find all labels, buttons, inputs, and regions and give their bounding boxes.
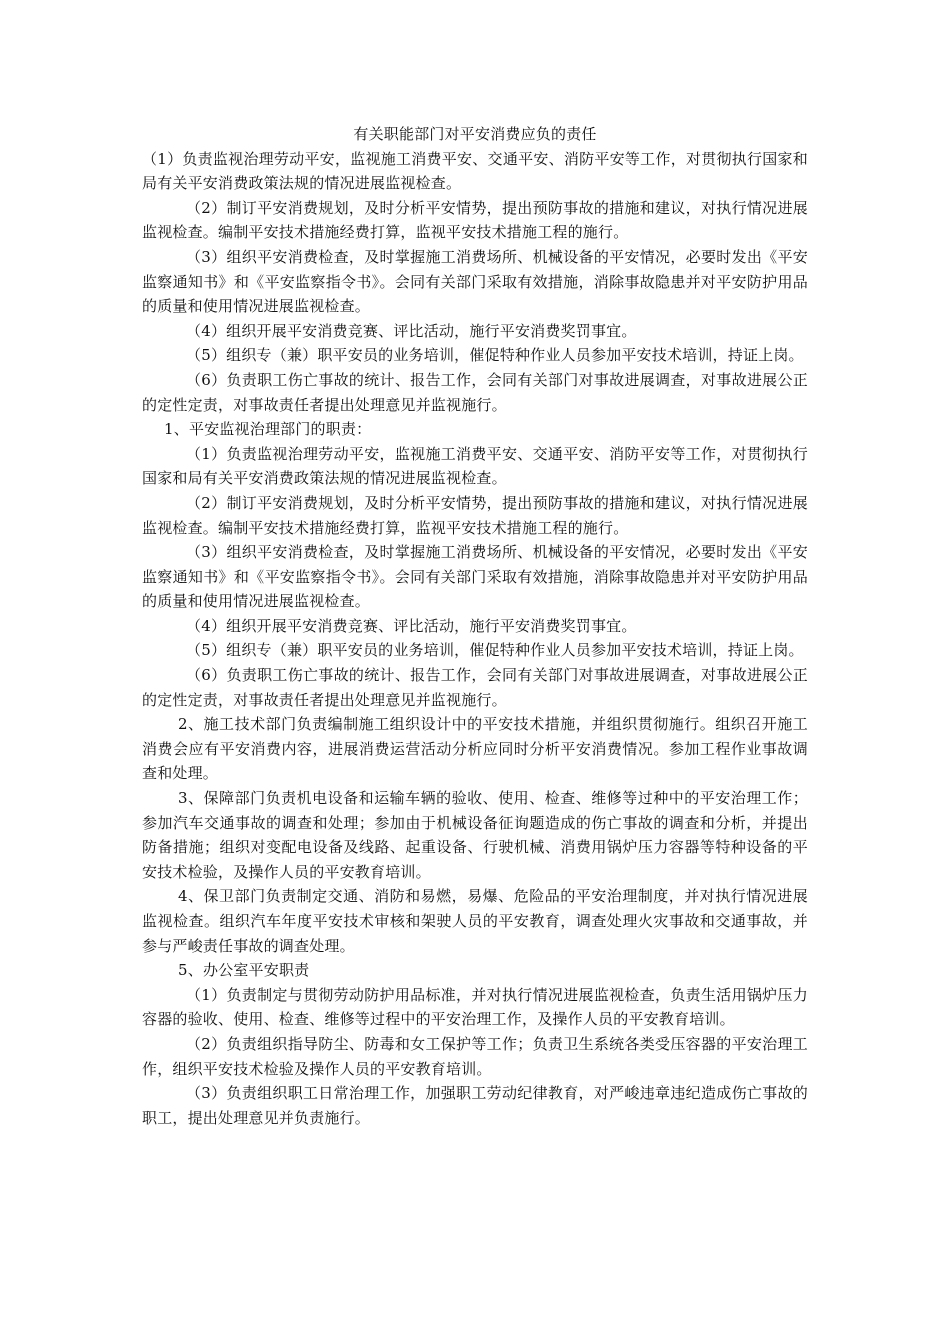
paragraph: （3）组织平安消费检查，及时掌握施工消费场所、机械设备的平安情况，必要时发出《平安监察通知书》和《平安监察指令书》。会同有关部门采取有效措施，消除事故隐患并对平安防护用品的质量和使用情况进展监视检查。	[142, 543, 808, 611]
paragraph: （6）负责职工伤亡事故的统计、报告工作，会同有关部门对事故进展调查，对事故进展公正的定性定责，对事故责任者提出处理意见并监视施行。	[142, 666, 808, 709]
paragraph: （5）组织专（兼）职平安员的业务培训，催促特种作业人员参加平安技术培训，持证上岗。	[186, 641, 804, 660]
paragraph: （1）负责监视治理劳动平安，监视施工消费平安、交通平安、消防平安等工作，对贯彻执行国家和局有关平安消费政策法规的情况进展监视检查。	[142, 149, 808, 193]
document-title: 有关职能部门对平安消费应负的责任	[353, 125, 597, 143]
paragraph: （1）负责监视治理劳动平安，监视施工消费平安、交通平安、消防平安等工作，对贯彻执行国家和局有关平安消费政策法规的情况进展监视检查。	[142, 444, 808, 488]
paragraph: （6）负责职工伤亡事故的统计、报告工作，会同有关部门对事故进展调查，对事故进展公正的定性定责，对事故责任者提出处理意见并监视施行。	[142, 370, 808, 414]
paragraph: （4）组织开展平安消费竞赛、评比活动，施行平安消费奖罚事宜。	[186, 321, 637, 340]
paragraph: （3）负责组织职工日常治理工作，加强职工劳动纪律教育，对严峻违章违纪造成伤亡事故的职工，提出处理意见并负责施行。	[142, 1084, 808, 1127]
paragraph: （2）制订平安消费规划，及时分析平安情势，提出预防事故的措施和建议，对执行情况进展监视检查。编制平安技术措施经费打算，监视平安技术措施工程的施行。	[142, 493, 808, 537]
paragraph: （5）组织专（兼）职平安员的业务培训，催促特种作业人员参加平安技术培训，持证上岗。	[186, 346, 804, 365]
paragraph: 3、保障部门负责机电设备和运输车辆的验收、使用、检查、维修等过种中的平安治理工作；参加汽车交通事故的调查和处理；参加由于机械设备征询题造成的伤亡事故的调查和分析，并提出防备措施；组织对变配电设备及线路、起重设备、行驶机械、消费用锅炉压力容器等特种设备的平安技术检验，及操作人员的平安教育培训。	[142, 789, 808, 881]
paragraph: 5、办公室平安职责	[178, 961, 310, 980]
paragraph: （4）组织开展平安消费竞赛、评比活动，施行平安消费奖罚事宜。	[186, 616, 637, 635]
paragraph: 2、施工技术部门负责编制施工组织设计中的平安技术措施，并组织贯彻施行。组织召开施工消费会应有平安消费内容，进展消费运营活动分析应同时分析平安消费情况。参加工程作业事故调查和处理。	[142, 715, 808, 783]
paragraph: （1）负责制定与贯彻劳动防护用品标准，并对执行情况进展监视检查，负责生活用锅炉压力容器的验收、使用、检查、维修等过程中的平安治理工作，及操作人员的平安教育培训。	[142, 985, 808, 1029]
paragraph: （3）组织平安消费检查，及时掌握施工消费场所、机械设备的平安情况，必要时发出《平安监察通知书》和《平安监察指令书》。会同有关部门采取有效措施，消除事故隐患并对平安防护用品的质量和使用情况进展监视检查。	[142, 247, 808, 316]
paragraph: 1、平安监视治理部门的职责：	[164, 420, 372, 439]
paragraph: 4、保卫部门负责制定交通、消防和易燃，易爆、危险品的平安治理制度，并对执行情况进展监视检查。组织汽车年度平安技术审核和架驶人员的平安教育，调查处理火灾事故和交通事故，并参与严峻责任事故的调查处理。	[142, 887, 808, 955]
paragraph-list	[142, 147, 808, 1131]
document-body	[142, 122, 808, 1130]
paragraph: （2）负责组织指导防尘、防毒和女工保护等工作；负责卫生系统各类受压容器的平安治理工作，组织平安技术检验及操作人员的平安教育培训。	[142, 1034, 808, 1078]
paragraph: （2）制订平安消费规划，及时分析平安情势，提出预防事故的措施和建议，对执行情况进展监视检查。编制平安技术措施经费打算，监视平安技术措施工程的施行。	[142, 198, 808, 242]
